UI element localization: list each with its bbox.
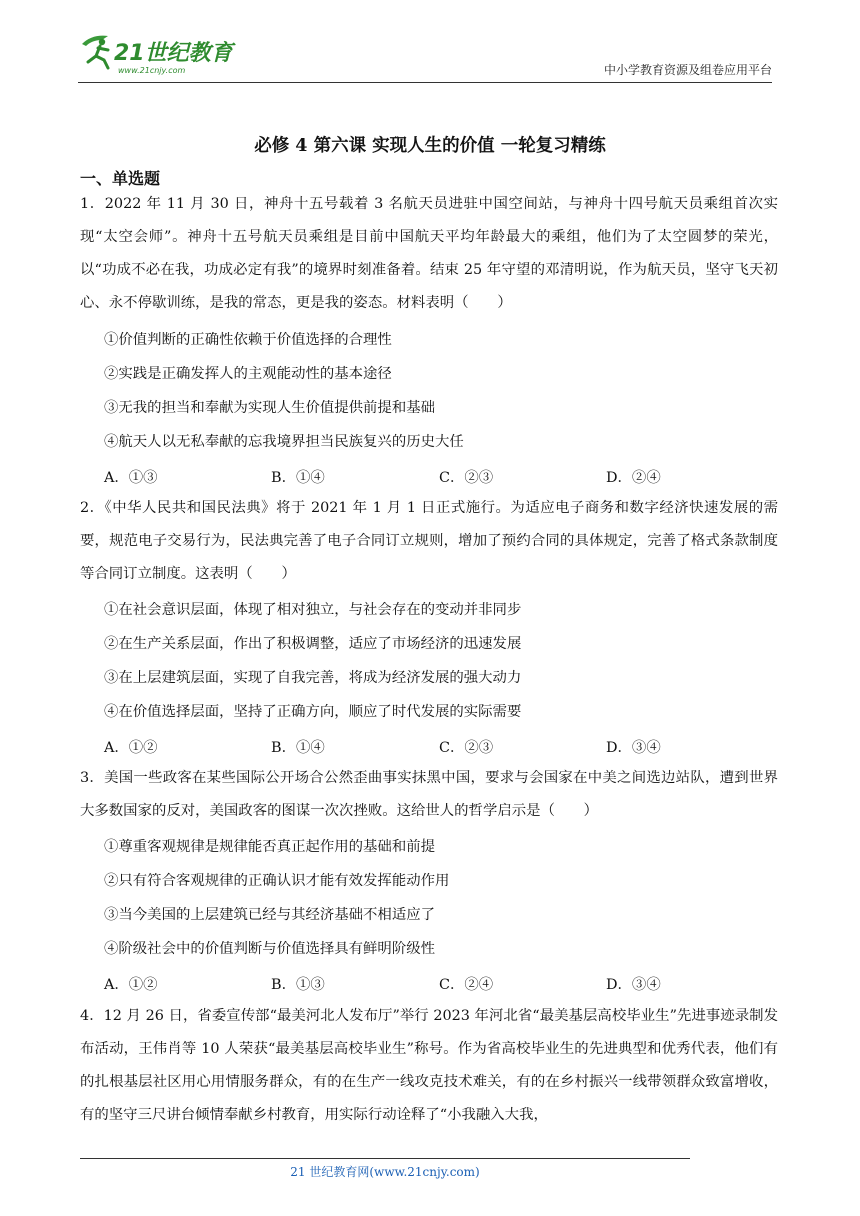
question-stem: 2．《中华人民共和国民法典》将于 2021 年 1 月 1 日正式施行。为适应电子商务和数字经济快速发展的需要，规范电子交易行为，民法典完善了电子合同订立规则，增加了预约合同的具体规定，完善了格式条款制度等合同订立制度。这表明（ ） bbox=[80, 500, 778, 582]
svg-text:www.21cnjy.com: www.21cnjy.com bbox=[118, 66, 186, 75]
question-option: ②在生产关系层面，作出了积极调整，适应了市场经济的迅速发展 bbox=[104, 636, 522, 652]
header-divider bbox=[78, 82, 772, 83]
answer-choice: B．①③ bbox=[271, 977, 325, 993]
question-stem: 4．12 月 26 日，省委宣传部“最美河北人发布厅”举行 2023 年河北省“最美基层高校毕业生”先进事迹录制发布活动，王伟肖等 10 人荣获“最美基层高校毕业生”称号。作为省高校毕业生的先进典型和优秀代表，他们有的扎根基层社区用心用情服务群众，有的在生产一线攻克技术难关，有的在乡村振兴一线带领群众致富增收，有的坚守三尺讲台倾情奉献乡村教育，用实际行动诠释了“小我融入大我， bbox=[80, 1008, 778, 1123]
question-option: ①尊重客观规律是规律能否真正起作用的基础和前提 bbox=[104, 839, 435, 855]
section-heading: 一、单选题 bbox=[80, 169, 161, 188]
answer-choices bbox=[104, 466, 724, 488]
question-option: ②只有符合客观规律的正确认识才能有效发挥能动作用 bbox=[104, 873, 450, 889]
answer-choice: C．②③ bbox=[439, 740, 494, 756]
question-option: ①价值判断的正确性依赖于价值选择的合理性 bbox=[104, 332, 392, 348]
header-tagline: 中小学教育资源及组卷应用平台 bbox=[603, 63, 772, 77]
answer-choice: C．②③ bbox=[439, 470, 494, 486]
answer-choices bbox=[104, 736, 724, 758]
question-stem: 3．美国一些政客在某些国际公开场合公然歪曲事实抹黑中国，要求与会国家在中美之间选边站队，遭到世界大多数国家的反对，美国政客的图谋一次次挫败。这给世人的哲学启示是（ ） bbox=[80, 770, 778, 819]
answer-choice: A．①② bbox=[104, 977, 158, 993]
page-header bbox=[78, 32, 772, 82]
footer-divider bbox=[80, 1158, 690, 1159]
question-option: ③当今美国的上层建筑已经与其经济基础不相适应了 bbox=[104, 907, 435, 923]
answer-choice: C．②④ bbox=[439, 977, 494, 993]
question-stem: 1．2022 年 11 月 30 日，神舟十五号载着 3 名航天员进驻中国空间站，与神舟十四号航天员乘组首次实现“太空会师”。神舟十五号航天员乘组是目前中国航天平均年龄最大的乘组，他们为了太空圆梦的荣光，以“功成不必在我，功成必定有我”的境界时刻准备着。结束 25 年守望的邓清明说，作为航天员，坚守飞天初心、永不停歇训练，是我的常态，更是我的姿态。材料表明（ ） bbox=[80, 196, 778, 311]
answer-choice: D．②④ bbox=[606, 470, 661, 486]
answer-choice: D．③④ bbox=[606, 977, 661, 993]
svg-text:21世纪教育: 21世纪教育 bbox=[114, 41, 233, 66]
page-footer: 21 世纪教育网(www.21cnjy.com) bbox=[290, 1165, 480, 1179]
answer-choice: A．①② bbox=[104, 740, 158, 756]
question-option: ②实践是正确发挥人的主观能动性的基本途径 bbox=[104, 366, 392, 382]
page-title: 必修 4 第六课 实现人生的价值 一轮复习精练 bbox=[254, 136, 606, 156]
question-option: ①在社会意识层面，体现了相对独立，与社会存在的变动并非同步 bbox=[104, 602, 522, 618]
question-option: ④阶级社会中的价值判断与价值选择具有鲜明阶级性 bbox=[104, 941, 435, 957]
question-option: ④在价值选择层面，坚持了正确方向，顺应了时代发展的实际需要 bbox=[104, 704, 522, 720]
site-logo bbox=[78, 32, 248, 76]
answer-choice: A．①③ bbox=[104, 470, 158, 486]
question-option: ③无我的担当和奉献为实现人生价值提供前提和基础 bbox=[104, 400, 435, 416]
answer-choice: B．①④ bbox=[271, 740, 325, 756]
question-option: ③在上层建筑层面，实现了自我完善，将成为经济发展的强大动力 bbox=[104, 670, 522, 686]
answer-choices bbox=[104, 973, 724, 995]
answer-choice: B．①④ bbox=[271, 470, 325, 486]
answer-choice: D．③④ bbox=[606, 740, 661, 756]
question-option: ④航天人以无私奉献的忘我境界担当民族复兴的历史大任 bbox=[104, 434, 464, 450]
